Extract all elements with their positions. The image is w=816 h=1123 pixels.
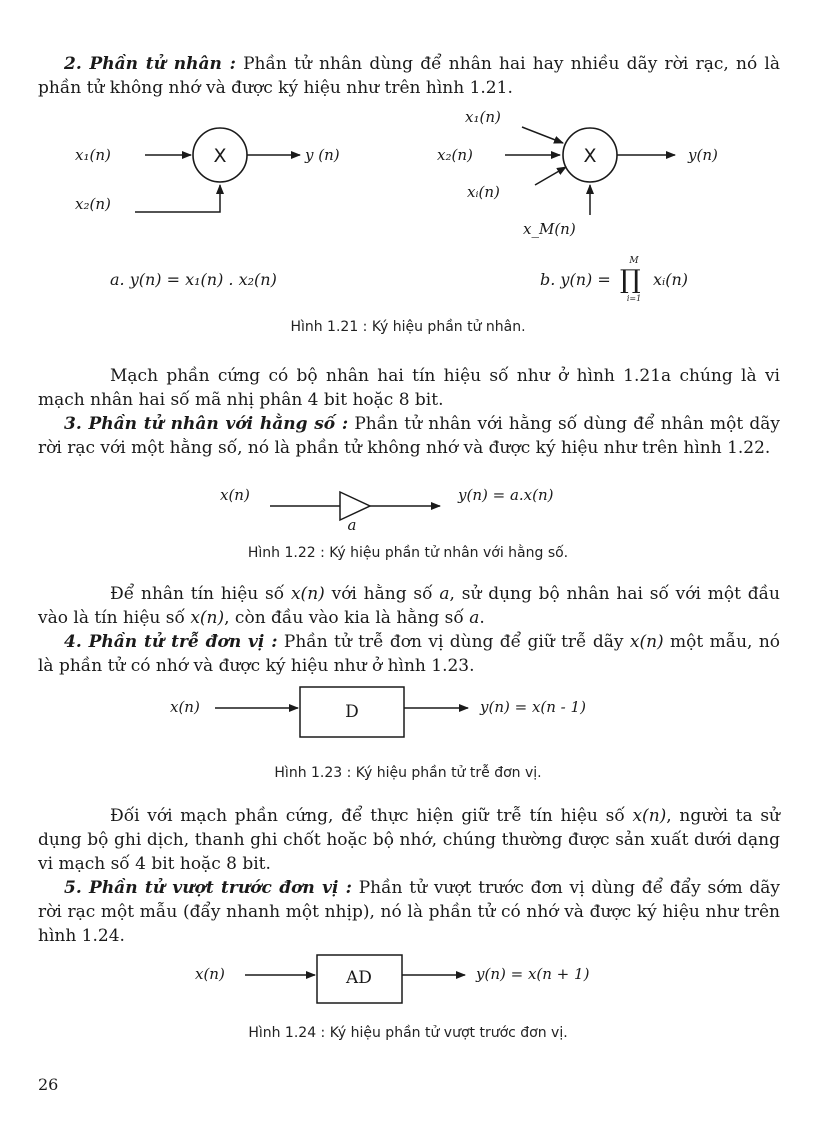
fig123-input: x(n) (170, 698, 200, 716)
math-var: x(n) (632, 806, 667, 826)
fig123-block-label: D (345, 702, 359, 722)
section-5-paragraph (38, 876, 780, 948)
figure-1-24-caption: Hình 1.24 : Ký hiệu phần tử vượt trước đơn vị. (248, 1025, 568, 1041)
fig122-output: y(n) = a.x(n) (458, 486, 554, 504)
math-var: a (439, 584, 450, 604)
section-3-text: Phần tử nhân với hằng số dùng để nhân một dãy rời rạc với một hằng số, nó là phần tử không nhớ và được ký hiệu như trên hình 1.22. (38, 414, 780, 458)
paragraph-after-fig123 (38, 804, 780, 876)
section-3-heading: 3. Phần tử nhân với hằng số : (64, 414, 349, 434)
text-run: , sử dụng bộ nhân hai số với một đầu vào là tín hiệu số (38, 584, 781, 628)
figure-1-21 (0, 105, 816, 310)
paragraph-after-fig121: Mạch phần cứng có bộ nhân hai tín hiệu số như ở hình 1.21a chúng là vi mạch nhân hai số mã nhị phân 4 bit hoặc 8 bit. (38, 366, 780, 410)
text-run: với hằng số (324, 584, 440, 604)
fig124-output: y(n) = x(n + 1) (476, 965, 590, 983)
fig121b-input1: x₁(n) (465, 108, 501, 126)
section-4-heading: 4. Phần tử trễ đơn vị : (64, 632, 278, 652)
text-run: , còn đầu vào kia là hằng số (224, 608, 470, 628)
fig123-output: y(n) = x(n - 1) (480, 698, 586, 716)
math-var: x(n) (290, 584, 325, 604)
fig122-input: x(n) (220, 486, 250, 504)
fig124-block-label: AD (346, 968, 372, 988)
fig124-input: x(n) (195, 965, 225, 983)
math-var: x(n) (190, 608, 225, 628)
section-4-paragraph (38, 630, 780, 678)
figure-1-23-caption: Hình 1.23 : Ký hiệu phần tử trễ đơn vị. (274, 765, 542, 781)
text-run: Đối với mạch phần cứng, để thực hiện giữ trễ tín hiệu số (110, 806, 633, 826)
text-run: . (479, 608, 485, 628)
section-2-heading: 2. Phần tử nhân : (64, 54, 236, 74)
fig121a-input2: x₂(n) (75, 195, 111, 213)
fig121b-arrow-in1 (522, 127, 563, 143)
section-5-heading: 5. Phần tử vượt trước đơn vị : (64, 878, 352, 898)
math-var: a (469, 608, 480, 628)
figure-1-24 (0, 953, 816, 1009)
text-run: Để nhân tín hiệu số (110, 584, 291, 604)
figure-1-22-caption: Hình 1.22 : Ký hiệu phần tử nhân với hằng số. (247, 545, 569, 561)
fig121b-multiply-symbol: X (583, 145, 597, 167)
math-var: x(n) (629, 632, 664, 652)
section-3-paragraph (38, 412, 780, 460)
fig121a-arrow-in2 (135, 185, 220, 212)
fig121-formula-a: a. y(n) = x₁(n) . x₂(n) (110, 270, 277, 289)
section-2-text: Phần tử nhân dùng để nhân hai hay nhiều dãy rời rạc, nó là phần tử không nhớ và được ký hiệu như trên hình 1.21. (38, 54, 780, 98)
text-run: , người ta sử dụng bộ ghi dịch, thanh ghi chốt hoặc bộ nhớ, chúng thường được sản xuất dưới dạng vi mạch số 4 bit hoặc 8 bit. (38, 806, 780, 874)
fig121b-input3: xᵢ(n) (467, 183, 500, 201)
text-run: Phần tử trễ đơn vị dùng để giữ trễ dãy (277, 632, 630, 652)
fig121a-input1: x₁(n) (75, 146, 111, 164)
fig121b-output: y(n) (688, 146, 718, 164)
fig121-formula-b-rhs: xᵢ(n) (653, 270, 689, 289)
paragraph-after-fig122 (38, 582, 780, 630)
figure-1-23 (0, 684, 816, 746)
fig121-product-upper: M (629, 256, 639, 266)
fig121a-multiply-symbol: X (213, 145, 227, 167)
fig121-product-lower: i=1 (626, 294, 642, 303)
figure-1-21-caption: Hình 1.21 : Ký hiệu phần tử nhân. (290, 319, 526, 335)
figure-1-22 (0, 478, 816, 536)
fig121b-input4: x_M(n) (523, 220, 576, 238)
fig122-gain-label: a (347, 516, 357, 534)
page-number: 26 (38, 1075, 59, 1094)
section-2-paragraph (38, 52, 780, 100)
fig121-product-symbol: ∏ (620, 265, 641, 295)
section-5-text: Phần tử vượt trước đơn vị dùng để đẩy sớm dãy rời rạc một mẫu (đẩy nhanh một nhịp), nó là phần tử có nhớ và được ký hiệu như trên hình 1.24. (38, 878, 780, 946)
text-run: một mẫu, nó là phần tử có nhớ và được ký hiệu như ở hình 1.23. (38, 632, 781, 676)
fig121-formula-b-lhs: b. y(n) = (540, 270, 611, 289)
fig121a-output: y (n) (305, 146, 340, 164)
fig121b-input2: x₂(n) (437, 146, 473, 164)
fig121b-arrow-in3 (535, 167, 566, 185)
